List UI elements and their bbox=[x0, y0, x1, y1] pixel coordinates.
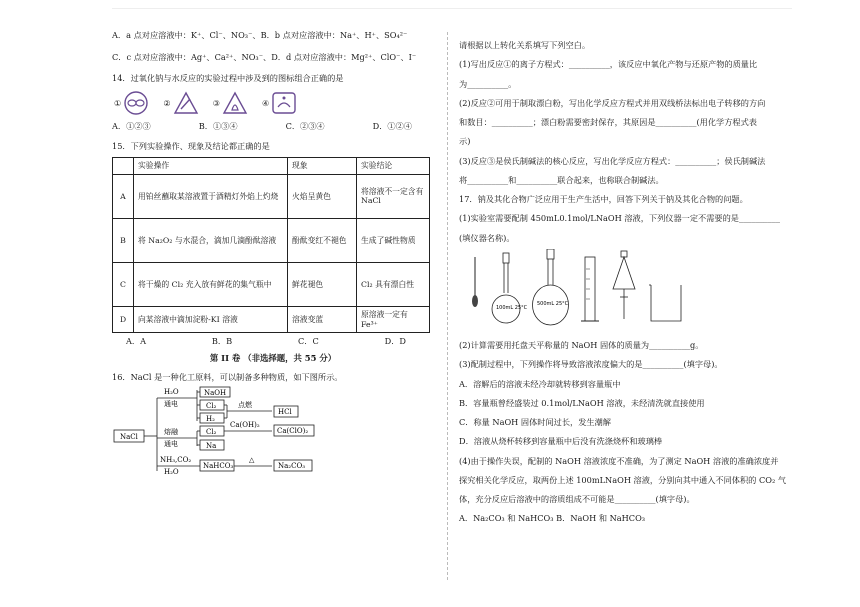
table-cell: 将溶液不一定含有 NaCl bbox=[357, 174, 430, 218]
na2co3-label: Na₂CO₃ bbox=[278, 461, 306, 470]
table-row bbox=[113, 174, 430, 218]
q17-part2: (2)计算需要用托盘天平称量的 NaOH 固体的质量为__________g。 bbox=[459, 340, 704, 350]
page-top-rule bbox=[112, 8, 792, 9]
q14-stem: 14．过氧化钠与水反应的实验过程中涉及到的图标组合正确的是 bbox=[112, 72, 344, 83]
nacl-label: NaCl bbox=[120, 432, 138, 441]
cl2-label: Cl₂ bbox=[206, 401, 217, 410]
q15-option-d: D．D bbox=[384, 336, 406, 347]
nacl-flow-diagram bbox=[112, 386, 342, 478]
flask-100-label: 100mL 25°C bbox=[496, 304, 528, 311]
volumetric-flask-100-icon bbox=[492, 253, 528, 323]
table-header-cell: 现象 bbox=[288, 158, 357, 175]
q16-part3: (3)反应③是侯氏制碱法的核心反应，写出化学反应方程式：__________；侯氏制碱法 bbox=[459, 155, 766, 166]
q14-option-d: D．①②④ bbox=[372, 120, 412, 131]
wash-hands-icon bbox=[271, 91, 297, 115]
graduated-cylinder-icon bbox=[581, 257, 599, 321]
table-header-row bbox=[113, 158, 430, 175]
table-cell: 火焰呈黄色 bbox=[288, 174, 357, 218]
q13-option-cd: C．c 点对应溶液中：Ag⁺、Ca²⁺、NO₃⁻、D．d 点对应溶液中：Mg²⁺、ClO⁻、I⁻ bbox=[112, 52, 417, 63]
q15-options bbox=[112, 336, 406, 346]
q17-part4-options: A．Na₂CO₃ 和 NaHCO₃ B．NaOH 和 NaHCO₃ bbox=[459, 513, 646, 524]
q16-stem: 16．NaCl 是一种化工原料，可以制备多种物质，如下图所示。 bbox=[112, 371, 343, 382]
table-cell: 将干燥的 Cl₂ 充入放有鲜花的集气瓶中 bbox=[134, 262, 288, 306]
cl2b-label: Cl₂ bbox=[206, 427, 217, 436]
table-row bbox=[113, 218, 430, 262]
table-header-cell: 实验结论 bbox=[357, 158, 430, 175]
section-heading: 第 II 卷 （非选择题，共 55 分） bbox=[209, 352, 337, 363]
q17-stem: 17．钠及其化合物广泛应用于生产生活中，回答下列关于钠及其化合物的问题。 bbox=[459, 194, 748, 204]
q16-part1: (1)写出反应①的离子方程式：__________，该反应中氧化产物与还原产物的质量比 bbox=[459, 59, 758, 70]
table-cell: 生成了碱性物质 bbox=[357, 218, 430, 262]
table-cell: 鲜花褪色 bbox=[288, 262, 357, 306]
q14-icon-3 bbox=[213, 91, 248, 115]
q14-icon-2 bbox=[163, 91, 198, 115]
table-header-cell: 实验操作 bbox=[134, 158, 288, 175]
q17-option-c: C．称量 NaOH 固体时间过长，发生潮解 bbox=[459, 417, 611, 427]
q16-part1-cont: 为__________。 bbox=[459, 78, 517, 89]
q15-stem: 15．下列实验操作、现象及结论都正确的是 bbox=[112, 141, 270, 151]
heat-icon bbox=[222, 91, 248, 115]
q14-option-b: B．①③④ bbox=[198, 120, 238, 131]
q15-option-c: C．C bbox=[298, 336, 319, 347]
q17-part1: (1)实验室需要配制 450mL0.1mol/LNaOH 溶液，下列仪器一定不需要的是__________ bbox=[459, 213, 780, 224]
ignite-label: 点燃 bbox=[238, 400, 252, 409]
icon-label: ③ bbox=[212, 97, 221, 108]
apparatus-figure bbox=[465, 249, 695, 329]
icon-label: ④ bbox=[262, 97, 270, 108]
caoh-label: Ca(OH)₂ bbox=[230, 420, 260, 429]
icon-label: ② bbox=[163, 97, 171, 108]
q14-icon-1 bbox=[114, 91, 149, 115]
table-cell: B bbox=[113, 218, 134, 262]
q13-option-ab: A．a 点对应溶液中：K⁺、Cl⁻、NO₃⁻、B．b 点对应溶液中：Na⁺、H⁺、SO₄²⁻ bbox=[112, 30, 408, 40]
q17-part4: (4)由于操作失误，配制的 NaOH 溶液浓度不准确，为了测定 NaOH 溶液的准确浓度并 bbox=[459, 455, 779, 466]
na-label: Na bbox=[206, 441, 217, 450]
table-row bbox=[113, 262, 430, 306]
table-cell: 溶液变蓝 bbox=[288, 306, 357, 332]
right-column bbox=[459, 40, 789, 524]
volumetric-flask-500-icon bbox=[533, 249, 569, 325]
table-cell: D bbox=[113, 306, 134, 332]
h2-label: H₂ bbox=[206, 414, 215, 423]
table-cell: 原溶液一定有 Fe³⁺ bbox=[357, 306, 430, 332]
q17-option-b: B．容量瓶曾经盛装过 0.1mol/LNaOH 溶液，未经清洗就直接使用 bbox=[459, 397, 705, 408]
caclo-label: Ca(ClO)₂ bbox=[277, 426, 309, 435]
q16-part2-cont: 和数目：__________；漂白粉需要密封保存，其原因是__________(用化学方程式表 bbox=[459, 117, 757, 127]
q14-icon-row bbox=[114, 91, 434, 115]
q16-instruction: 请根据以上转化关系填写下列空白。 bbox=[459, 40, 591, 50]
dropper-icon bbox=[472, 257, 478, 307]
q14-option-a: A．①②③ bbox=[112, 120, 151, 131]
table-row bbox=[113, 306, 430, 332]
table-cell: 向某溶液中滴加淀粉-KI 溶液 bbox=[134, 306, 288, 332]
nahco3-label: NaHCO₃ bbox=[203, 461, 234, 470]
q15-option-b: B．B bbox=[211, 336, 233, 347]
sharp-object-icon bbox=[173, 91, 199, 115]
beaker-icon bbox=[649, 285, 681, 321]
q17-part4-end: 体，充分反应后溶液中的溶质组成不可能是__________(填字母)。 bbox=[459, 494, 695, 504]
flask-500-label: 500mL 25°C bbox=[537, 300, 569, 307]
cond-electrolysis-2: 通电 bbox=[164, 439, 178, 448]
q16-part2-end: 示) bbox=[459, 136, 471, 147]
q15-table bbox=[112, 157, 430, 333]
goggles-icon bbox=[123, 91, 149, 115]
icon-label: ① bbox=[114, 97, 122, 108]
q16-part2: (2)反应②可用于制取漂白粉，写出化学反应方程式并用双线桥法标出电子转移的方向 bbox=[459, 97, 766, 108]
cond-nh3-co2: NH₃,CO₂ bbox=[160, 455, 192, 464]
table-cell: 用铂丝蘸取某溶液置于酒精灯外焰上灼烧 bbox=[134, 174, 288, 218]
table-cell: A bbox=[113, 174, 134, 218]
cond-water: H₂O bbox=[164, 387, 179, 396]
table-cell: 将 Na₂O₂ 与水混合，滴加几滴酚酞溶液 bbox=[134, 218, 288, 262]
table-cell: 酚酞变红不褪色 bbox=[288, 218, 357, 262]
table-cell: C bbox=[113, 262, 134, 306]
q14-options bbox=[112, 121, 412, 131]
q17-part3: (3)配制过程中，下列操作将导致溶液浓度偏大的是__________(填字母)。 bbox=[459, 359, 723, 370]
naoh-label: NaOH bbox=[204, 388, 227, 397]
q17-part1-cont: (填仪器名称)。 bbox=[459, 232, 515, 243]
q17-part4-cont: 探究相关化学反应，取两份上述 100mLNaOH 溶液，分别向其中通入不同体积的 CO₂ 气 bbox=[459, 474, 787, 485]
q16-part3-cont: 将__________和__________联合起来，也称联合制碱法。 bbox=[459, 174, 664, 185]
hcl-label: HCl bbox=[278, 407, 292, 416]
table-cell: Cl₂ 具有漂白性 bbox=[357, 262, 430, 306]
left-column bbox=[112, 30, 434, 480]
cond-molten: 熔融 bbox=[164, 427, 178, 436]
table-header-cell bbox=[113, 158, 134, 175]
separatory-funnel-icon bbox=[613, 251, 635, 319]
q15-option-a: A．A bbox=[126, 336, 147, 347]
column-divider bbox=[447, 32, 448, 580]
cond-electrolysis: 通电 bbox=[164, 399, 178, 408]
q17-option-a: A．溶解后的溶液未经冷却就转移到容量瓶中 bbox=[459, 378, 621, 389]
q14-icon-4 bbox=[262, 91, 297, 115]
heat-label: △ bbox=[249, 455, 255, 464]
q17-option-d: D．溶液从烧杯转移到容量瓶中后没有洗涤烧杯和玻璃棒 bbox=[459, 436, 663, 447]
cond-water-2: H₂O bbox=[164, 467, 179, 476]
q14-option-c: C．②③④ bbox=[285, 120, 325, 131]
